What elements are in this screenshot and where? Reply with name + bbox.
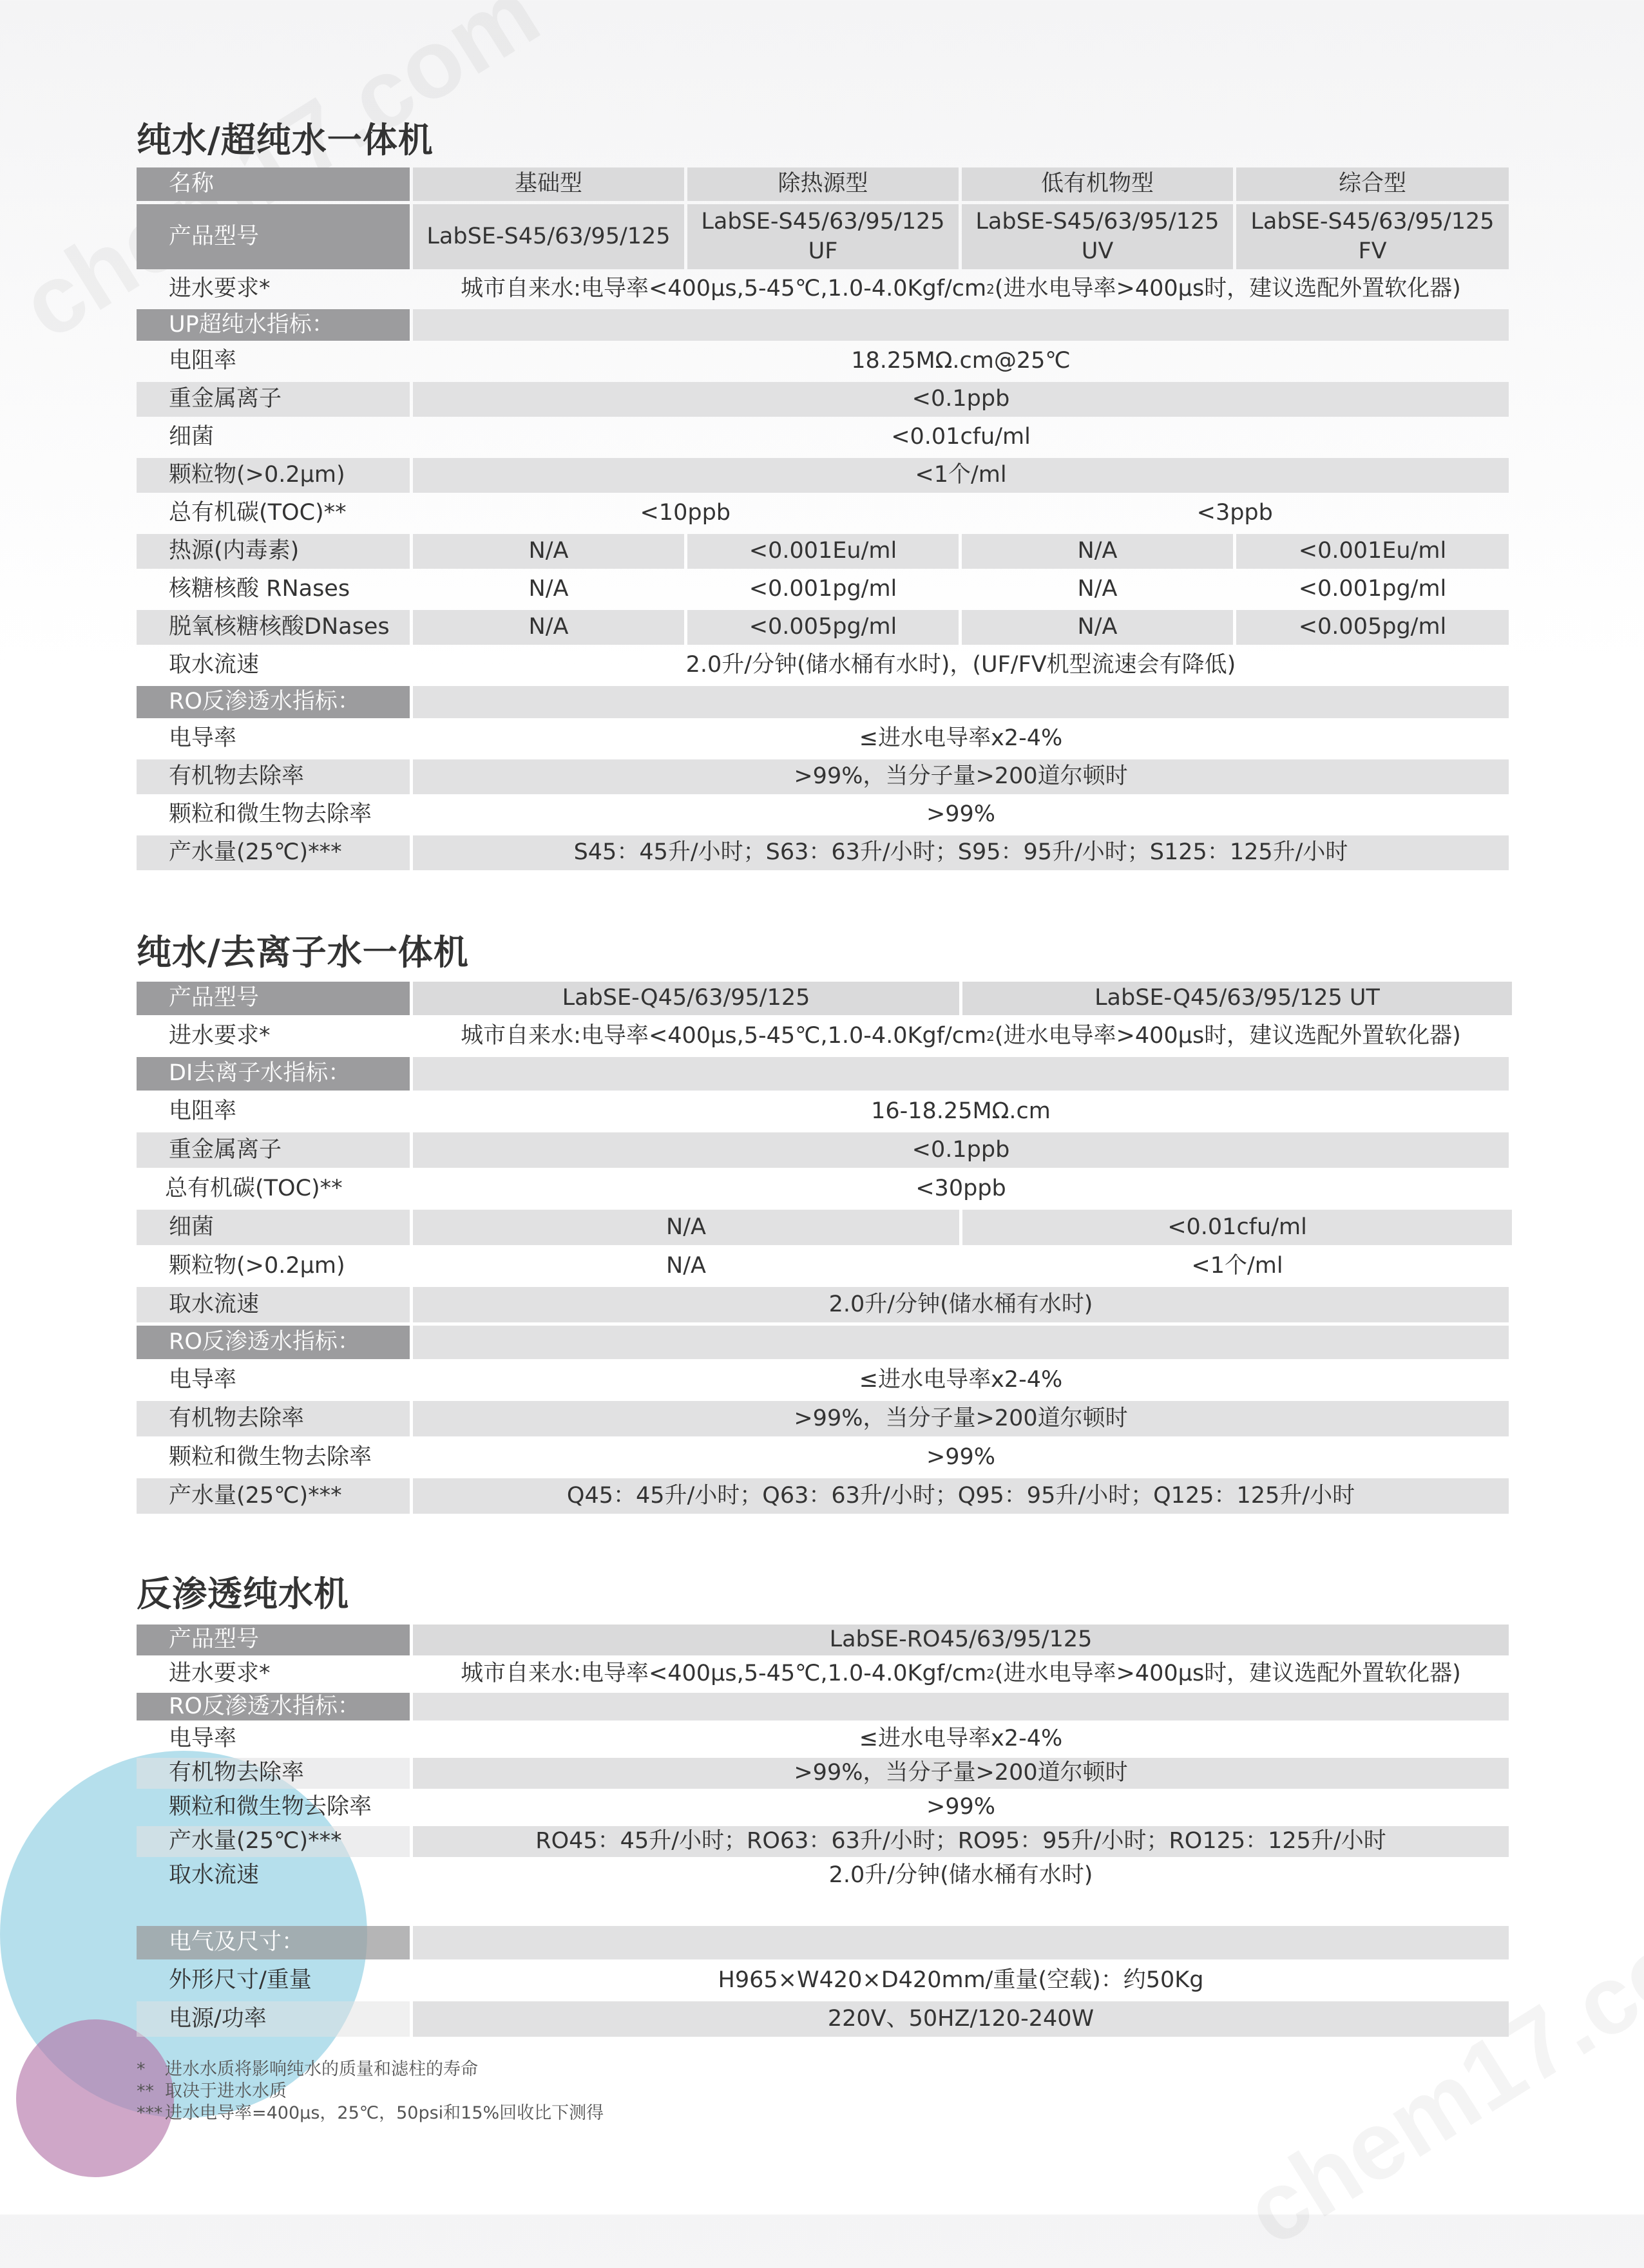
micro-value: >99% <box>926 1794 996 1820</box>
di-head: DI去离子水指标： <box>137 1057 410 1091</box>
table-row <box>137 272 1509 306</box>
pyrogen-label: 热源(内毒素) <box>137 534 410 569</box>
rnase-label: 核糖核酸 RNases <box>169 576 350 602</box>
particles-label: 颗粒物(>0.2μm) <box>169 1252 345 1279</box>
feed-label: 进水要求* <box>169 1661 271 1687</box>
section-title-ultrapure: 纯水/超纯水一体机 <box>137 120 434 160</box>
resistivity-label: 电阻率 <box>169 348 237 374</box>
header-label: 名称 <box>137 167 410 201</box>
table-row <box>137 1248 1509 1284</box>
table-row <box>137 1132 1509 1168</box>
output-label: 产水量(25℃)*** <box>137 1478 410 1514</box>
heavy-metal-value: <0.1ppb <box>413 382 1509 417</box>
micro-label: 颗粒和微生物去除率 <box>169 801 372 828</box>
feed-label: 进水要求* <box>169 1022 271 1049</box>
table-row <box>137 1724 1509 1755</box>
table-row <box>137 534 1509 569</box>
conductivity-value: ≤进水电导率x2-4% <box>859 725 1063 752</box>
organic-value: >99%，当分子量>200道尔顿时 <box>413 1758 1509 1789</box>
organic-label: 有机物去除率 <box>137 1758 410 1789</box>
table-row <box>137 1287 1509 1322</box>
organic-label: 有机物去除率 <box>137 759 410 794</box>
model-col-2: LabSE-S45/63/95/125 UF <box>687 204 959 269</box>
table-row <box>137 1963 1509 1998</box>
power-value: 220V、50HZ/120-240W <box>413 2001 1509 2037</box>
ro-head: RO反渗透水指标： <box>137 686 410 718</box>
header-col-4: 综合型 <box>1236 167 1509 201</box>
output-label: 产水量(25℃)*** <box>137 835 410 870</box>
ro-head-blank <box>413 686 1509 718</box>
rnase-col-1: N/A <box>528 576 569 602</box>
dnase-col-1: N/A <box>413 610 684 645</box>
conductivity-label: 电导率 <box>169 1366 237 1393</box>
pyrogen-col-2: <0.001Eu/ml <box>687 534 959 569</box>
output-value: RO45：45升/小时；RO63：63升/小时；RO95：95升/小时；RO125：125升/小时 <box>413 1826 1509 1857</box>
flow-label: 取水流速 <box>169 1862 260 1889</box>
header-col-3: 低有机物型 <box>962 167 1233 201</box>
rnase-col-4: <0.001pg/ml <box>1298 576 1447 602</box>
output-label: 产水量(25℃)*** <box>137 1826 410 1857</box>
dnase-col-4: <0.005pg/ml <box>1236 610 1509 645</box>
feed-value: 城市自来水:电导率<400μs,5-45℃,1.0-4.0Kgf/cm 2 (进水电导率>400μs时，建议选配外置软化器) <box>461 276 1461 302</box>
conductivity-value: ≤进水电导率x2-4% <box>859 1366 1063 1393</box>
toc-label: 总有机碳(TOC)** <box>169 500 347 526</box>
table-row <box>137 1693 1509 1720</box>
ro-head-blank <box>413 1326 1509 1359</box>
ro-head: RO反渗透水指标： <box>137 1693 410 1720</box>
elec-head-blank <box>413 1926 1509 1959</box>
table-row <box>137 420 1509 455</box>
micro-label: 颗粒和微生物去除率 <box>169 1444 372 1470</box>
model-col-2: LabSE-Q45/63/95/125 UT <box>962 982 1512 1015</box>
table-row <box>137 382 1509 417</box>
bacteria-col-1: N/A <box>413 1210 959 1245</box>
table-row <box>137 1171 1509 1206</box>
micro-value: >99% <box>926 1444 996 1470</box>
power-label: 电源/功率 <box>137 2001 410 2037</box>
rnase-col-3: N/A <box>1077 576 1118 602</box>
table-row <box>137 1826 1509 1857</box>
table-header-row <box>137 167 1509 201</box>
pyrogen-col-4: <0.001Eu/ml <box>1236 534 1509 569</box>
micro-label: 颗粒和微生物去除率 <box>169 1794 372 1820</box>
elec-head: 电气及尺寸： <box>137 1926 410 1959</box>
header-col-2: 除热源型 <box>687 167 959 201</box>
table-row <box>137 496 1509 531</box>
conductivity-label: 电导率 <box>169 1726 237 1752</box>
bacteria-label: 细菌 <box>137 1210 410 1245</box>
table-row <box>137 1018 1509 1054</box>
dnase-col-3: N/A <box>962 610 1233 645</box>
heavy-metal-value: <0.1ppb <box>413 1132 1509 1168</box>
flow-label: 取水流速 <box>169 652 260 678</box>
header-col-1: 基础型 <box>413 167 684 201</box>
heavy-metal-label: 重金属离子 <box>137 1132 410 1168</box>
table-row <box>137 572 1509 607</box>
flow-label: 取水流速 <box>137 1287 410 1322</box>
model-row <box>137 204 1509 269</box>
table-row <box>137 835 1509 870</box>
footnote-2: ** 取决于进水水质 <box>137 2081 287 2101</box>
table-row <box>137 309 1509 341</box>
resistivity-value: 16-18.25MΩ.cm <box>871 1098 1051 1124</box>
table-row <box>137 1659 1509 1690</box>
ro-head: RO反渗透水指标： <box>137 1326 410 1359</box>
table-row <box>137 458 1509 493</box>
bacteria-col-2: <0.01cfu/ml <box>962 1210 1512 1245</box>
organic-value: >99%，当分子量>200道尔顿时 <box>413 1401 1509 1436</box>
particles-label: 颗粒物(>0.2μm) <box>137 458 410 493</box>
bacteria-label: 细菌 <box>169 424 215 450</box>
toc-left: <10ppb <box>640 500 731 526</box>
table-row <box>137 797 1509 832</box>
flow-value: 2.0升/分钟(储水桶有水时) <box>413 1287 1509 1322</box>
model-label: 产品型号 <box>137 982 410 1015</box>
table-row <box>137 2001 1509 2037</box>
size-label: 外形尺寸/重量 <box>169 1967 312 1993</box>
organic-label: 有机物去除率 <box>137 1401 410 1436</box>
model-value: LabSE-RO45/63/95/125 <box>413 1625 1509 1655</box>
model-row <box>137 1625 1509 1655</box>
particles-col-2: <1个/ml <box>1191 1252 1283 1279</box>
table-row <box>137 610 1509 645</box>
table-row <box>137 1094 1509 1129</box>
particles-value: <1个/ml <box>413 458 1509 493</box>
table-row <box>137 1860 1509 1891</box>
output-value: Q45：45升/小时；Q63：63升/小时；Q95：95升/小时；Q125：125升/小时 <box>413 1478 1509 1514</box>
flow-value: 2.0升/分钟(储水桶有水时) <box>828 1862 1093 1889</box>
pyrogen-col-1: N/A <box>413 534 684 569</box>
table-row <box>137 759 1509 794</box>
watermark-bottom <box>1226 1863 1644 2267</box>
model-label: 产品型号 <box>137 204 410 269</box>
toc-value: <30ppb <box>915 1175 1006 1201</box>
toc-label: 总有机碳(TOC)** <box>165 1175 343 1201</box>
toc-right: <3ppb <box>1196 500 1273 526</box>
size-value: H965×W420×D420mm/重量(空载)：约50Kg <box>718 1967 1204 1993</box>
table-row <box>137 1326 1509 1359</box>
up-head: UP超纯水指标： <box>137 309 410 341</box>
feed-label: 进水要求* <box>169 276 271 302</box>
output-value: S45：45升/小时；S63：63升/小时；S95：95升/小时；S125：125升/小时 <box>413 835 1509 870</box>
section-title-deionized: 纯水/去离子水一体机 <box>137 932 469 973</box>
micro-value: >99% <box>926 801 996 828</box>
table-row <box>137 1758 1509 1789</box>
footnote-3: *** 进水电导率=400μs，25℃，50psi和15%回收比下测得 <box>137 2103 604 2123</box>
model-col-4: LabSE-S45/63/95/125 FV <box>1236 204 1509 269</box>
resistivity-label: 电阻率 <box>169 1098 237 1124</box>
table-row <box>137 1478 1509 1514</box>
table-ro <box>137 1625 1509 1894</box>
ro-head-blank <box>413 1693 1509 1720</box>
rnase-col-2: <0.001pg/ml <box>749 576 897 602</box>
table-row <box>137 686 1509 718</box>
table-row <box>137 1926 1509 1959</box>
table-row <box>137 721 1509 756</box>
organic-value: >99%，当分子量>200道尔顿时 <box>413 759 1509 794</box>
pyrogen-col-3: N/A <box>962 534 1233 569</box>
dnase-col-2: <0.005pg/ml <box>687 610 959 645</box>
bacteria-value: <0.01cfu/ml <box>891 424 1031 450</box>
table-row <box>137 1401 1509 1436</box>
conductivity-label: 电导率 <box>169 725 237 752</box>
table-row <box>137 1362 1509 1398</box>
di-head-blank <box>413 1057 1509 1091</box>
model-col-3: LabSE-S45/63/95/125 UV <box>962 204 1233 269</box>
up-head-blank <box>413 309 1509 341</box>
particles-col-1: N/A <box>666 1252 706 1279</box>
resistivity-value: 18.25MΩ.cm@25℃ <box>851 348 1071 374</box>
table-row <box>137 648 1509 683</box>
conductivity-value: ≤进水电导率x2-4% <box>859 1726 1063 1752</box>
dnase-label: 脱氧核糖核酸DNases <box>137 610 410 645</box>
footnote-1: * 进水水质将影响纯水的质量和滤柱的寿命 <box>137 2059 478 2079</box>
table-row <box>137 1210 1509 1245</box>
feed-value: 城市自来水:电导率<400μs,5-45℃,1.0-4.0Kgf/cm 2 (进水电导率>400μs时，建议选配外置软化器) <box>461 1661 1461 1687</box>
table-deionized <box>137 982 1509 1517</box>
model-col-1: LabSE-S45/63/95/125 <box>413 204 684 269</box>
section-title-ro: 反渗透纯水机 <box>137 1574 349 1614</box>
table-ultrapure <box>137 167 1509 873</box>
table-electrical <box>137 1926 1509 2040</box>
model-col-1: LabSE-Q45/63/95/125 <box>413 982 959 1015</box>
model-label: 产品型号 <box>137 1625 410 1655</box>
feed-value: 城市自来水:电导率<400μs,5-45℃,1.0-4.0Kgf/cm 2 (进水电导率>400μs时，建议选配外置软化器) <box>461 1022 1461 1049</box>
table-row <box>137 1792 1509 1823</box>
table-row <box>137 1440 1509 1475</box>
model-row <box>137 982 1509 1015</box>
heavy-metal-label: 重金属离子 <box>137 382 410 417</box>
table-row <box>137 1057 1509 1091</box>
flow-value: 2.0升/分钟(储水桶有水时)，(UF/FV机型流速会有降低) <box>685 652 1236 678</box>
table-row <box>137 344 1509 379</box>
